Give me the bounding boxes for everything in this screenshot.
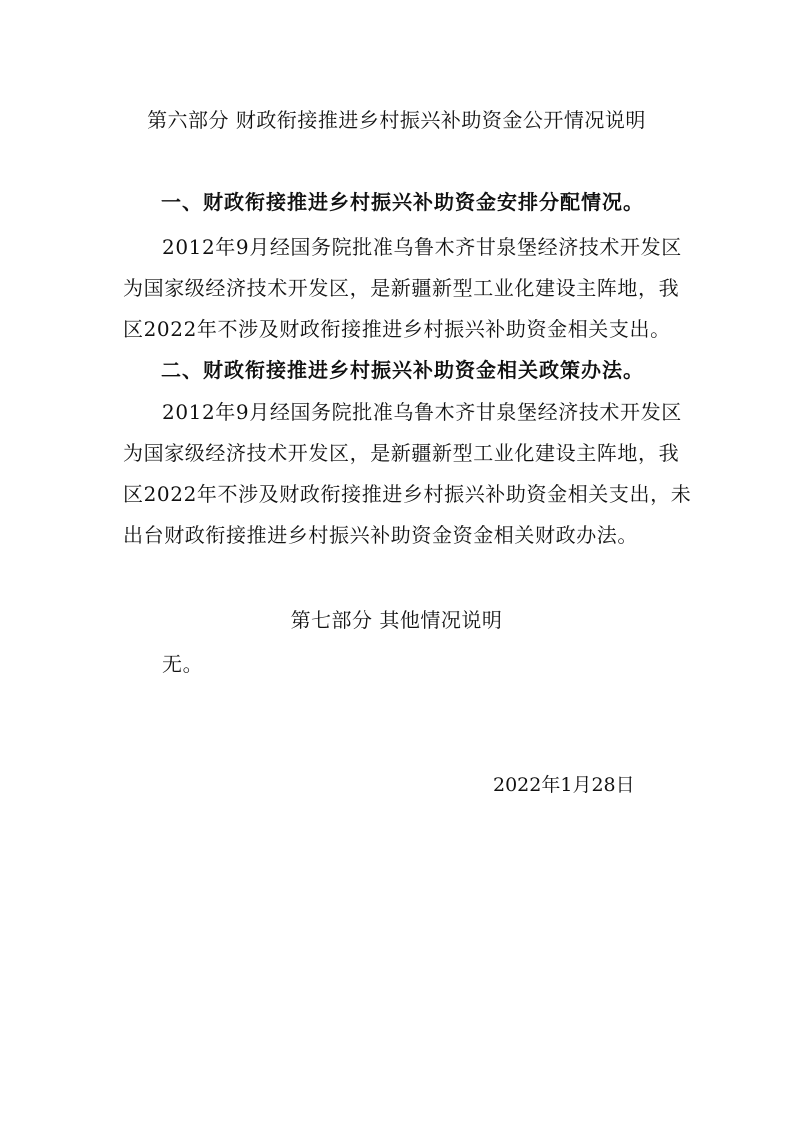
document-date: 2022年1月28日 (493, 774, 635, 796)
section2-line-4: 出台财政衔接推进乡村振兴补助资金资金相关财政办法。 (123, 523, 638, 547)
part7-body: 无。 (162, 652, 204, 676)
section2-heading: 二、财政衔接推进乡村振兴补助资金相关政策办法。 (161, 358, 644, 382)
section1-heading: 一、财政衔接推进乡村振兴补助资金安排分配情况。 (161, 190, 644, 214)
section2-line-2: 为国家级经济技术开发区，是新疆新型工业化建设主阵地，我 (123, 441, 680, 465)
section1-line-3: 区2022年不涉及财政衔接推进乡村振兴补助资金相关支出。 (123, 317, 671, 341)
section2-line-3: 区2022年不涉及财政衔接推进乡村振兴补助资金相关支出，未 (123, 482, 692, 506)
section1-line-2: 为国家级经济技术开发区，是新疆新型工业化建设主阵地，我 (123, 276, 680, 300)
part7-title: 第七部分 其他情况说明 (290, 608, 503, 632)
part6-title: 第六部分 财政衔接推进乡村振兴补助资金公开情况说明 (147, 108, 646, 132)
section1-line-1: 2012年9月经国务院批准乌鲁木齐甘泉堡经济技术开发区 (162, 235, 682, 259)
section2-line-1: 2012年9月经国务院批准乌鲁木齐甘泉堡经济技术开发区 (162, 400, 682, 424)
